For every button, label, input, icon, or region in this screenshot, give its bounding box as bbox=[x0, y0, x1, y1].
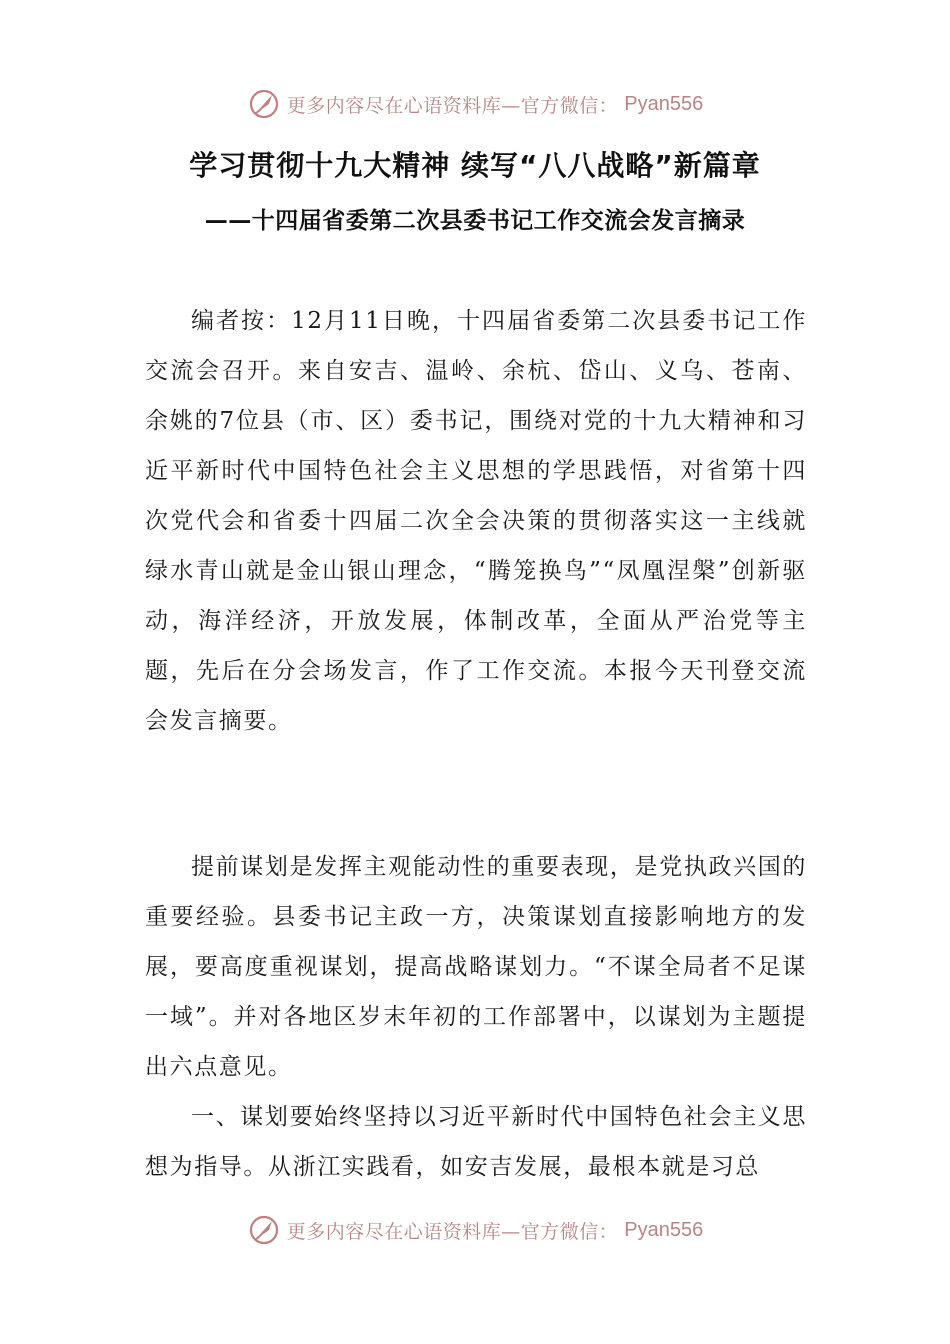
document-subtitle: ——十四届省委第二次县委书记工作交流会发言摘录 bbox=[204, 208, 746, 234]
watermark-wechat-id: Pyan556 bbox=[624, 1218, 704, 1241]
watermark-text: 更多内容尽在心语资料库—官方微信： bbox=[286, 94, 619, 117]
body-paragraph: 提前谋划是发挥主观能动性的重要表现，是党执政兴国的重要经验。县委书记主政一方，决策谋划直接影响地方的发展，要高度重视谋划，提高战略谋划力。“不谋全局者不足谋一域”。并对各地区岁末年初的工作部署中，以谋划为主题提出六点意见。 bbox=[145, 854, 807, 1080]
document-title: 学习贯彻十九大精神 续写“八八战略”新篇章 bbox=[189, 149, 761, 182]
quill-logo-icon bbox=[247, 1213, 281, 1247]
watermark-wechat-id: Pyan556 bbox=[624, 92, 704, 115]
body-paragraph: 一、谋划要始终坚持以习近平新时代中国特色社会主义思想为指导。从浙江实践看，如安吉发展，最根本就是习总 bbox=[145, 1104, 807, 1180]
footer-watermark bbox=[0, 1210, 950, 1250]
quill-logo-icon bbox=[247, 87, 281, 121]
editor-note-paragraph: 编者按：12月11日晚，十四届省委第二次县委书记工作交流会召开。来自安吉、温岭、余杭、岱山、义乌、苍南、余姚的7位县（市、区）委书记，围绕对党的十九大精神和习近平新时代中国特色社会主义思想的学思践悟，对省第十四次党代会和省委十四届二次全会决策的贯彻落实这一主线就绿水青山就是金山银山理念，“腾笼换鸟”“凤凰涅槃”创新驱动，海洋经济，开放发展，体制改革，全面从严治党等主题，先后在分会场发言，作了工作交流。本报今天刊登交流会发言摘要。 bbox=[145, 308, 807, 734]
header-watermark bbox=[0, 84, 950, 124]
watermark-text: 更多内容尽在心语资料库—官方微信： bbox=[286, 1220, 619, 1243]
